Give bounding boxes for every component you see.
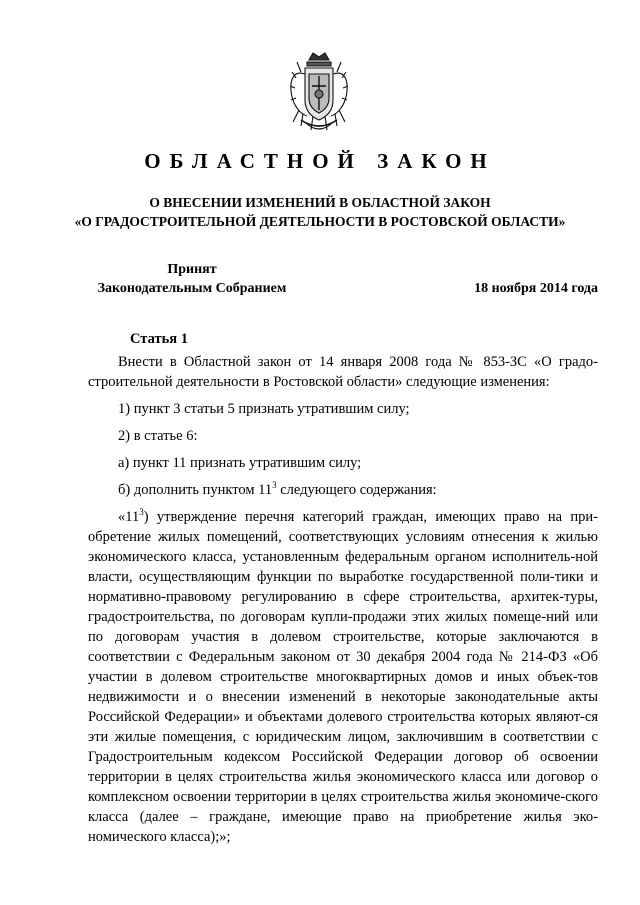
item-2b-text: б) дополнить пунктом 11 bbox=[118, 482, 273, 498]
item-2b-superscript: 3 bbox=[272, 480, 277, 491]
article-body bbox=[88, 352, 598, 847]
article-item-2a: а) пункт 11 признать утратившим силу; bbox=[118, 455, 362, 471]
document-title: ОБЛАСТНОЙ ЗАКОН bbox=[144, 149, 496, 173]
quote-clause-text: ) утверждение перечня категорий граждан, имеющих право на при-обретение жилых помещений, соответствующих условиям отнесения к жилью экономического класса, установленным федеральным органом исполнитель-ной власти, осуществляющим функции по выработке государственной поли-тики и нормативно-правовому регулированию в сфере строительства, архитек-туры, градостроительства, по договорам купли-продажи этих жилых помеще-ний или по договорам участия в долевом строительстве, которые заключаются в соответствии с Федеральным законом от 30 декабря 2004 года № 214-ФЗ «Об участии в долевом строительстве многоквартирных домов и иных объек-тов недвижимости и о внесении изменений в некоторые законодательные акты Российской Федерации» и объектами долевого строительства которых являют-ся эти жилые помещения, с юридическим лицом, заключившим в соответствии с Градостроительным кодексом Российской Федерации договор об освоении территории в целях строительства жилья экономического класса или договор о комплексном освоении территории в целях строительства жилья экономиче-ского класса (далее – граждане, имеющие право на приобретение жилья эко-номического класса);»; bbox=[88, 509, 598, 845]
article-item-2b bbox=[88, 480, 598, 500]
law-subtitle-line-1: О ВНЕСЕНИИ ИЗМЕНЕНИЙ В ОБЛАСТНОЙ ЗАКОН bbox=[149, 195, 491, 210]
adoption-date: 18 ноября 2014 года bbox=[474, 281, 598, 296]
quote-clause-superscript: 3 bbox=[139, 507, 144, 518]
coat-of-arms-icon bbox=[287, 50, 351, 136]
quoted-new-clause bbox=[88, 507, 598, 847]
adopted-label: Принят bbox=[167, 262, 217, 277]
adopted-by-label: Законодательным Собранием bbox=[97, 281, 287, 296]
law-subtitle-line-2: «О ГРАДОСТРОИТЕЛЬНОЙ ДЕЯТЕЛЬНОСТИ В РОСТОВСКОЙ ОБЛАСТИ» bbox=[74, 214, 566, 229]
article-heading: Статья 1 bbox=[130, 331, 188, 347]
item-2b-text-end: следующего содержания: bbox=[276, 482, 437, 498]
article-item-1: 1) пункт 3 статьи 5 признать утратившим силу; bbox=[118, 401, 410, 417]
quote-clause-number: «11 bbox=[118, 509, 140, 525]
article-item-2: 2) в статье 6: bbox=[118, 428, 198, 444]
article-intro-paragraph: Внести в Областной закон от 14 января 2008 года № 853-ЗС «О градо-строительной деятельности в Ростовской области» следующие изменения: bbox=[88, 354, 598, 390]
